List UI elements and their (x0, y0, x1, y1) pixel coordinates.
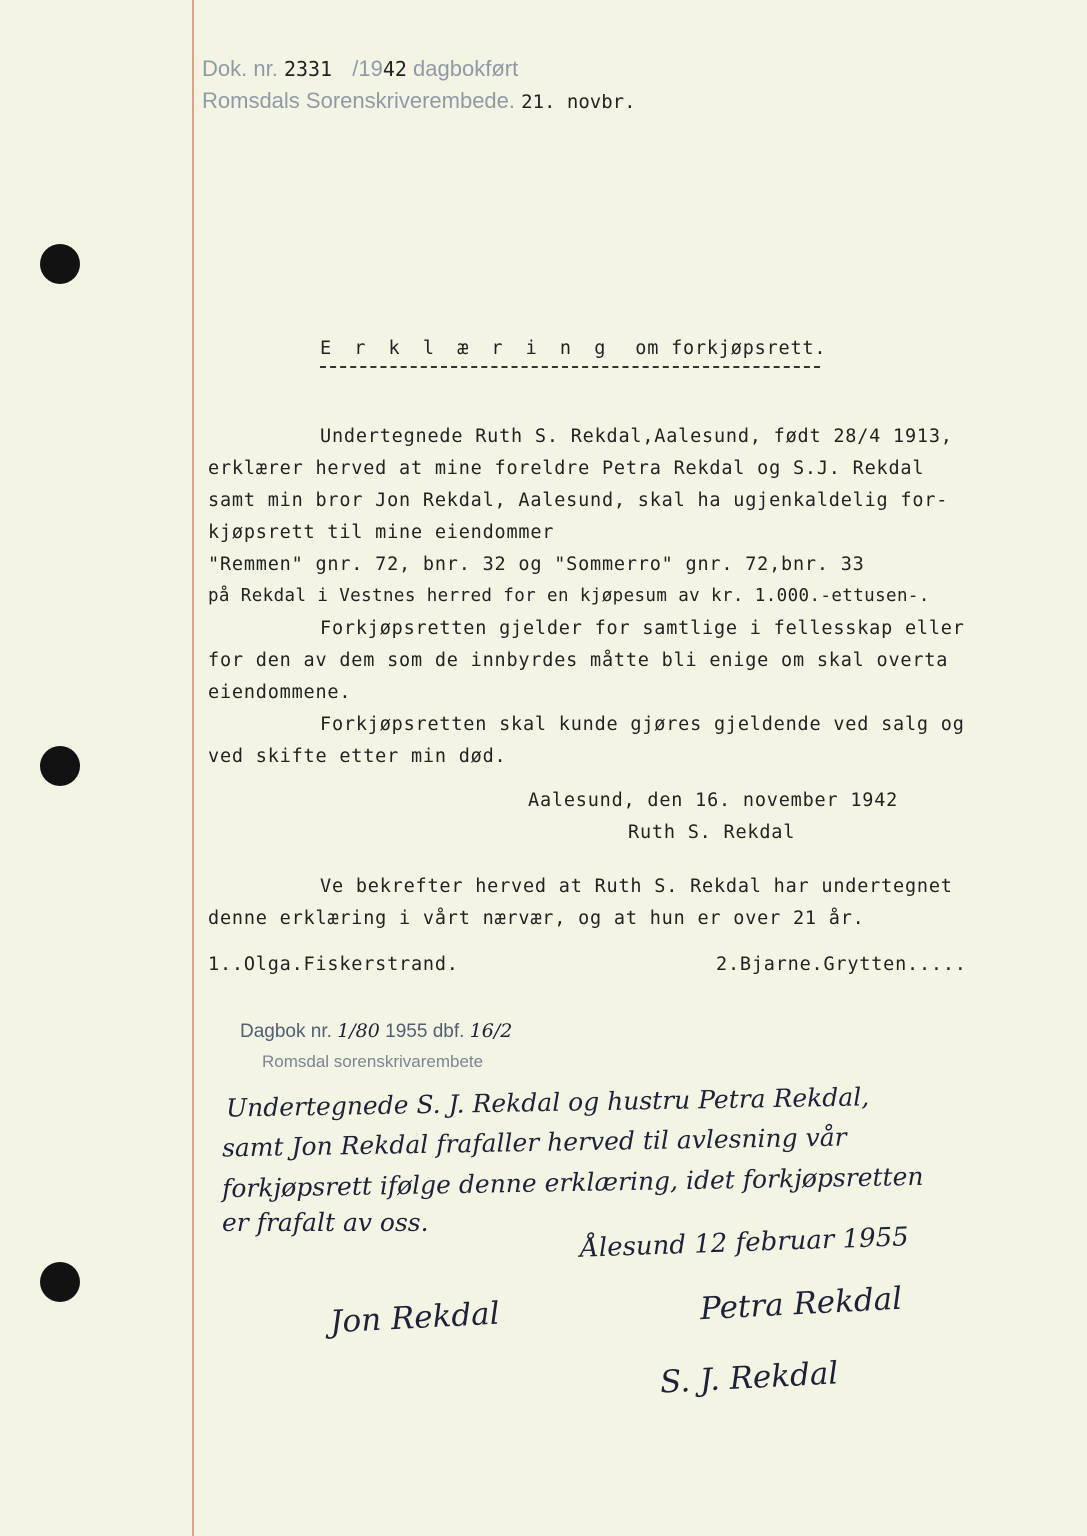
witness-line-2: denne erklæring i vårt nærvær, og at hun er over 21 år. (208, 908, 865, 929)
heading-underline (320, 366, 820, 368)
doc-stamp-prefix: Dok. nr. (202, 56, 278, 81)
body-line-1: Undertegnede Ruth S. Rekdal,Aalesund, født 28/4 1913, (320, 426, 953, 447)
dagbok-year: 1955 (385, 1021, 428, 1042)
dagbok-office: Romsdal sorenskrivarembete (262, 1052, 484, 1071)
year-stamp: /19 (352, 56, 383, 81)
handwritten-line-1: Undertegnede S. J. Rekdal og hustru Petra Rekdal, (225, 1082, 870, 1123)
handwritten-signature-3: S. J. Rekdal (659, 1355, 840, 1401)
body-line-11: ved skifte etter min død. (208, 746, 507, 767)
punch-hole-bottom (40, 1262, 80, 1302)
body-line-2: erklærer herved at mine foreldre Petra Rekdal og S.J. Rekdal (208, 458, 925, 479)
handwritten-line-2: samt Jon Rekdal frafaller herved til avlesning vår (221, 1122, 847, 1163)
body-line-10: Forkjøpsretten skal kunde gjøres gjeldende ved salg og (320, 714, 965, 735)
handwritten-line-3: forkjøpsrett ifølge denne erklæring, idet forkjøpsretten (221, 1161, 924, 1204)
dagbok-number: 1/80 (337, 1020, 380, 1042)
body-line-9: eiendommene. (208, 682, 352, 703)
body-line-8: for den av dem som de innbyrdes måtte bli enige om skal overta (208, 650, 949, 671)
witness-2: 2.Bjarne.Grytten..... (716, 954, 967, 975)
year-suffix: dagbokført (413, 56, 519, 81)
witness-line-1: Ve bekrefter herved at Ruth S. Rekdal har undertegnet (320, 876, 953, 897)
year: 42 (382, 57, 407, 81)
dagbok-dbf: dbf. (432, 1021, 465, 1042)
body-line-5: "Remmen" gnr. 72, bnr. 32 og "Sommerro" gnr. 72,bnr. 33 (208, 554, 865, 575)
body-line-6: på Rekdal i Vestnes herred for en kjøpesum av kr. 1.000.-ettusen-. (208, 586, 930, 606)
heading-rest: om forkjøpsrett. (635, 338, 827, 359)
document-heading (320, 338, 826, 359)
dagbok-date: 16/2 (469, 1020, 513, 1042)
handwritten-place-date: Ålesund 12 februar 1955 (579, 1222, 910, 1264)
signer-name: Ruth S. Rekdal (628, 822, 796, 843)
punch-hole-middle (40, 746, 80, 786)
handwritten-signature-1: Jon Rekdal (329, 1295, 501, 1341)
office-stamp: Romsdals Sorenskriverembede. (202, 88, 516, 113)
body-line-3: samt min bror Jon Rekdal, Aalesund, skal ha ugjenkaldelig for- (208, 490, 949, 511)
office-stamp-line (202, 88, 636, 114)
margin-line (192, 0, 194, 1536)
handwritten-line-4: er frafalt av oss. (222, 1208, 429, 1237)
dagbok-stamp (240, 1020, 512, 1043)
body-line-7: Forkjøpsretten gjelder for samtlige i fellesskap eller (320, 618, 965, 639)
header-date: 21. novbr. (521, 91, 636, 113)
handwritten-signature-2: Petra Rekdal (699, 1280, 903, 1328)
body-line-4: kjøpsrett til mine eiendommer (208, 522, 555, 543)
doc-stamp (202, 56, 518, 82)
doc-number: 2331 (283, 57, 333, 81)
place-date: Aalesund, den 16. november 1942 (528, 790, 899, 811)
dagbok-prefix: Dagbok nr. (240, 1021, 332, 1042)
punch-hole-top (40, 244, 80, 284)
heading-spaced: E r k l æ r i n g (320, 338, 612, 359)
witness-1: 1..Olga.Fiskerstrand. (208, 954, 459, 975)
